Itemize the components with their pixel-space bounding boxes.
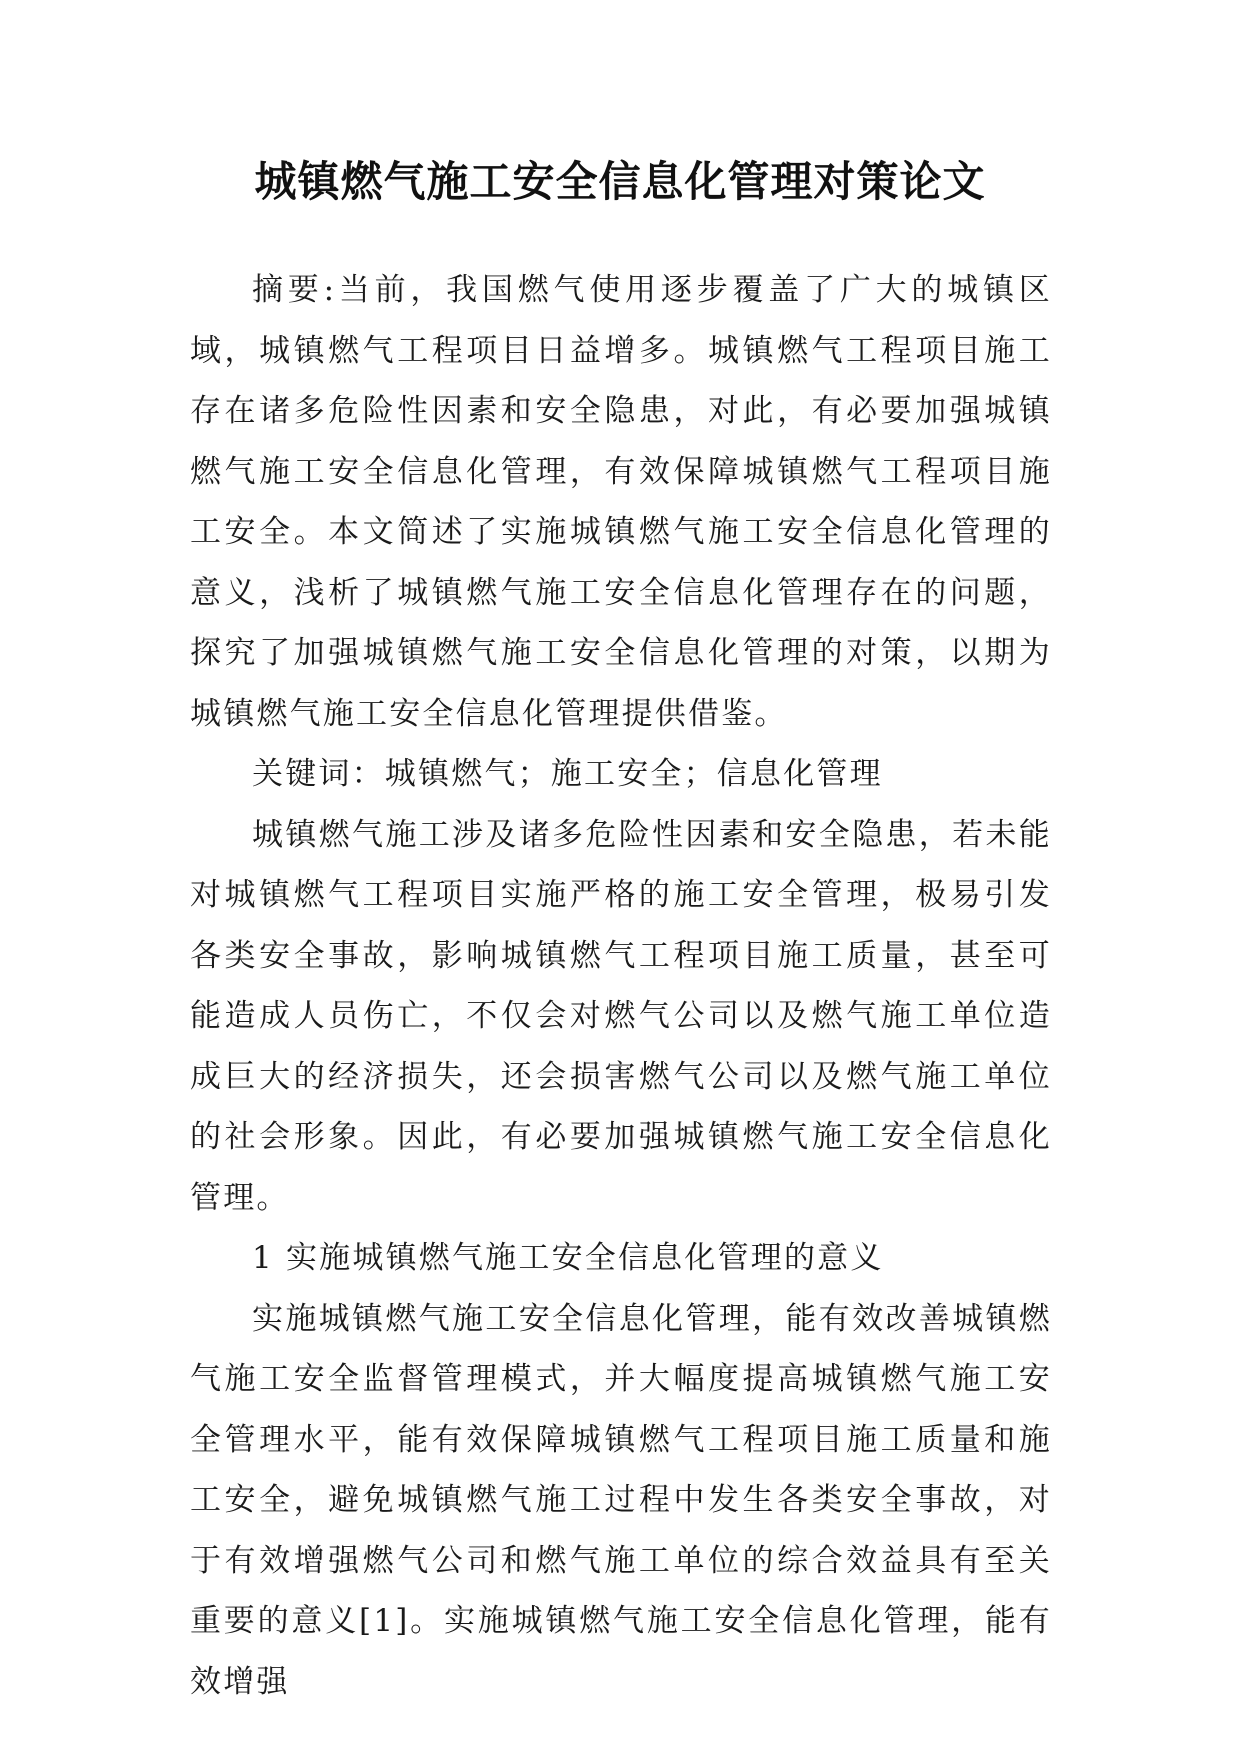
keywords-paragraph: 关键词：城镇燃气；施工安全；信息化管理 [252,756,883,792]
document-body [190,260,1052,1712]
intro-paragraph: 城镇燃气施工涉及诸多危险性因素和安全隐患，若未能对城镇燃气工程项目实施严格的施工安全管理，极易引发各类安全事故，影响城镇燃气工程项目施工质量，甚至可能造成人员伤亡，不仅会对燃气公司以及燃气施工单位造成巨大的经济损失，还会损害燃气公司以及燃气施工单位的社会形象。因此，有必要加强城镇燃气施工安全信息化管理。 [190,816,1052,1216]
abstract-paragraph: 摘要:当前，我国燃气使用逐步覆盖了广大的城镇区域，城镇燃气工程项目日益增多。城镇燃气工程项目施工存在诸多危险性因素和安全隐患，对此，有必要加强城镇燃气施工安全信息化管理，有效保障城镇燃气工程项目施工安全。本文简述了实施城镇燃气施工安全信息化管理的意义，浅析了城镇燃气施工安全信息化管理存在的问题，探究了加强城镇燃气施工安全信息化管理的对策，以期为城镇燃气施工安全信息化管理提供借鉴。 [190,272,1052,732]
section-heading: 1 实施城镇燃气施工安全信息化管理的意义 [252,1240,884,1276]
page-title: 城镇燃气施工安全信息化管理对策论文 [254,157,986,206]
section-paragraph: 实施城镇燃气施工安全信息化管理，能有效改善城镇燃气施工安全监督管理模式，并大幅度提高城镇燃气施工安全管理水平，能有效保障城镇燃气工程项目施工质量和施工安全，避免城镇燃气施工过程中发生各类安全事故，对于有效增强燃气公司和燃气施工单位的综合效益具有至关重要的意义[1]。实施城镇燃气施工安全信息化管理，能有效增强 [190,1300,1052,1700]
